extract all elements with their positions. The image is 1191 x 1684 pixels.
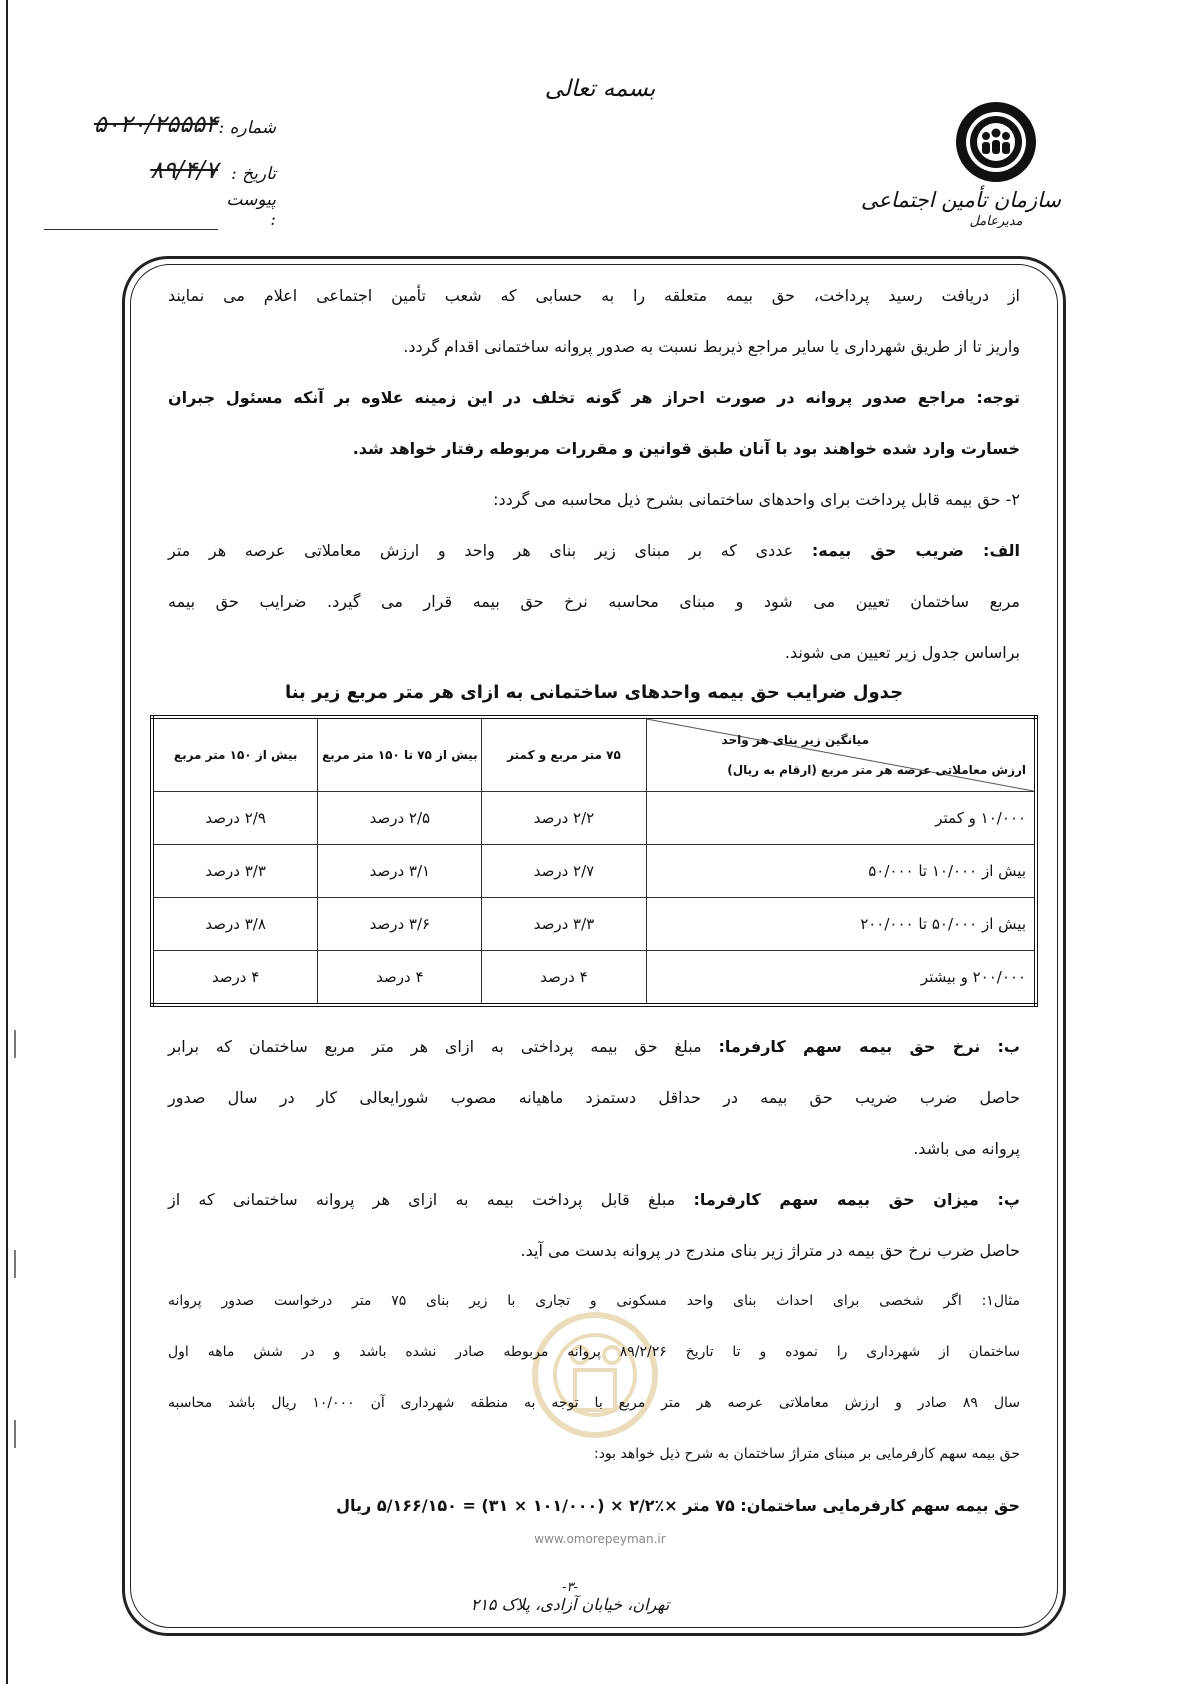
- table-corner-header: [646, 717, 1036, 792]
- organization-name: سازمان تأمین اجتماعی: [860, 188, 1061, 212]
- corner-header-area: میانگین زیر بنای هر واحد: [721, 733, 869, 747]
- table-cell: ۴ درصد: [482, 951, 646, 1006]
- formula-text: حق بیمه سهم کارفرمایی ساختمان: ۷۵ متر ×٪۲/۲ × (۱۰۱/۰۰۰ × ۳۱) = ۵/۱۶۶/۱۵۰ ریال: [336, 1496, 1020, 1515]
- note-text: خسارت وارد شده خواهند بود با آنان طبق قوانین و مقررات مربوطه رفتار خواهد شد.: [352, 439, 1020, 458]
- be-line: [168, 1021, 1020, 1072]
- page-margin-line: [6, 0, 8, 1684]
- letter-metadata: [36, 92, 276, 230]
- basmala-heading: بسمه تعالی: [544, 76, 656, 102]
- table-title: جدول ضرایب حق بیمه واحدهای ساختمانی به ازای هر متر مربع زیر بنا: [284, 682, 904, 703]
- table-row: [152, 898, 1036, 951]
- table-cell: ۳/۳ درصد: [482, 898, 646, 951]
- margin-tick: [14, 1420, 16, 1448]
- pe-line: [168, 1174, 1020, 1225]
- be-text: مبلغ حق بیمه پرداختی به ازای هر متر مربع ساختمان که برابر: [168, 1037, 719, 1056]
- attachment-label: پیوست :: [226, 190, 276, 230]
- margin-tick: [14, 1030, 16, 1058]
- table-cell: ۲/۷ درصد: [482, 845, 646, 898]
- row-label: بیش از ۵۰/۰۰۰ تا ۲۰۰/۰۰۰: [646, 898, 1036, 951]
- document-body: [168, 270, 1026, 1531]
- table-cell: ۲/۹ درصد: [152, 792, 318, 845]
- table-cell: ۳/۸ درصد: [152, 898, 318, 951]
- logo-emblem-icon: [954, 100, 1038, 184]
- pe-text: مبلغ قابل پرداخت بیمه به ازای هر پروانه ساختمانی که از: [168, 1190, 694, 1209]
- margin-tick: [14, 1250, 16, 1278]
- be-line: حاصل ضرب ضریب حق بیمه در حداقل دستمزد ماهیانه مصوب شورایعالی کار در سال صدور: [168, 1088, 1020, 1107]
- be-label: ب: نرخ حق بیمه سهم کارفرما:: [718, 1037, 1020, 1056]
- table-row: [152, 845, 1036, 898]
- formula-line: [168, 1480, 1020, 1531]
- column-header: بیش از ۱۵۰ متر مربع: [152, 717, 318, 792]
- table-cell: ۴ درصد: [152, 951, 318, 1006]
- attachment-row: [36, 184, 276, 230]
- table-cell: ۳/۱ درصد: [318, 845, 482, 898]
- table-cell: ۴ درصد: [318, 951, 482, 1006]
- footer-address: تهران، خیابان آزادی، پلاک ۲۱۵: [470, 1595, 670, 1614]
- date-value: ۸۹/۴/۷: [150, 156, 218, 184]
- table-cell: ۲/۲ درصد: [482, 792, 646, 845]
- body-line: از دریافت رسید پرداخت، حق بیمه متعلقه را به حسابی که شعب تأمین اجتماعی اعلام می نمایند: [168, 286, 1020, 305]
- note-line: [168, 372, 1020, 423]
- table-cell: ۳/۶ درصد: [318, 898, 482, 951]
- example-line: سال ۸۹ صادر و ارزش معاملاتی عرصه هر متر مربع با توجه به منطقه شهرداری آن ۱۰/۰۰۰ ریال باشد محاسبه: [168, 1395, 1021, 1411]
- column-header: ۷۵ متر مربع و کمتر: [482, 717, 646, 792]
- column-header: بیش از ۷۵ تا ۱۵۰ متر مربع: [318, 717, 482, 792]
- number-label: شماره :: [218, 118, 276, 138]
- alef-line: مربع ساختمان تعیین می شود و مبنای محاسبه نرخ حق بیمه قرار می گیرد. ضرایب حق بیمه: [168, 592, 1020, 611]
- alef-text: عددی که بر مبنای زیر بنای هر واحد و ارزش معاملاتی عرصه هر متر: [168, 541, 812, 560]
- note-line: [168, 423, 1020, 474]
- example-line: مثال۱: اگر شخصی برای احداث بنای واحد مسکونی و تجاری با زیر بنای ۷۵ متر درخواست صدور پروانه: [168, 1293, 1020, 1309]
- number-value: ۵۰۲۰/۲۵۵۵۴: [93, 110, 218, 138]
- note-text: توجه: مراجع صدور پروانه در صورت احراز هر گونه تخلف در این زمینه علاوه بر آنکه مسئول جبران: [168, 388, 1020, 407]
- example-line: حق بیمه سهم کارفرمایی بر مبنای متراژ ساختمان به شرح ذیل خواهد بود:: [593, 1446, 1020, 1462]
- body-line: واریز تا از طریق شهرداری یا سایر مراجع ذیربط نسبت به صدور پروانه ساختمانی اقدام گردد.: [403, 337, 1020, 356]
- page-number: -۳-: [562, 1580, 578, 1595]
- table-cell: ۳/۳ درصد: [152, 845, 318, 898]
- section-2-heading: ۲- حق بیمه قابل پرداخت برای واحدهای ساختمانی بشرح ذیل محاسبه می گردد:: [493, 490, 1020, 509]
- alef-line: [168, 525, 1020, 576]
- be-line: پروانه می باشد.: [913, 1139, 1020, 1158]
- table-header-row: [152, 717, 1036, 792]
- example-line: ساختمان از شهرداری را نموده و تا تاریخ ۸۹/۲/۲۶ پروانه مربوطه صادر نشده باشد و در شش ماهه اول: [168, 1344, 1020, 1360]
- date-label: تاریخ :: [231, 164, 276, 184]
- watermark-url: www.omorepeyman.ir: [534, 1532, 666, 1546]
- date-row: [36, 138, 276, 184]
- pe-line: حاصل ضرب نرخ حق بیمه در متراژ زیر بنای مندرج در پروانه بدست می آید.: [520, 1241, 1020, 1260]
- page-footer: [420, 1580, 720, 1614]
- row-label: بیش از ۱۰/۰۰۰ تا ۵۰/۰۰۰: [646, 845, 1036, 898]
- pe-label: پ: میزان حق بیمه سهم کارفرما:: [693, 1190, 1021, 1209]
- organization-subtitle: مدیرعامل: [969, 214, 1023, 229]
- table-row: [152, 792, 1036, 845]
- row-label: ۱۰/۰۰۰ و کمتر: [646, 792, 1036, 845]
- alef-line: براساس جدول زیر تعیین می شوند.: [784, 643, 1020, 662]
- organization-logo: [860, 100, 1061, 229]
- attachment-line: [44, 228, 218, 230]
- table-cell: ۲/۵ درصد: [318, 792, 482, 845]
- corner-header-value: ارزش معاملاتی عرصه هر متر مربع (ارقام به ریال): [727, 763, 1026, 777]
- alef-label: الف: ضریب حق بیمه:: [811, 541, 1020, 560]
- number-row: [36, 92, 276, 138]
- table-row: [152, 951, 1036, 1006]
- insurance-rates-table: [150, 715, 1038, 1007]
- row-label: ۲۰۰/۰۰۰ و بیشتر: [646, 951, 1036, 1006]
